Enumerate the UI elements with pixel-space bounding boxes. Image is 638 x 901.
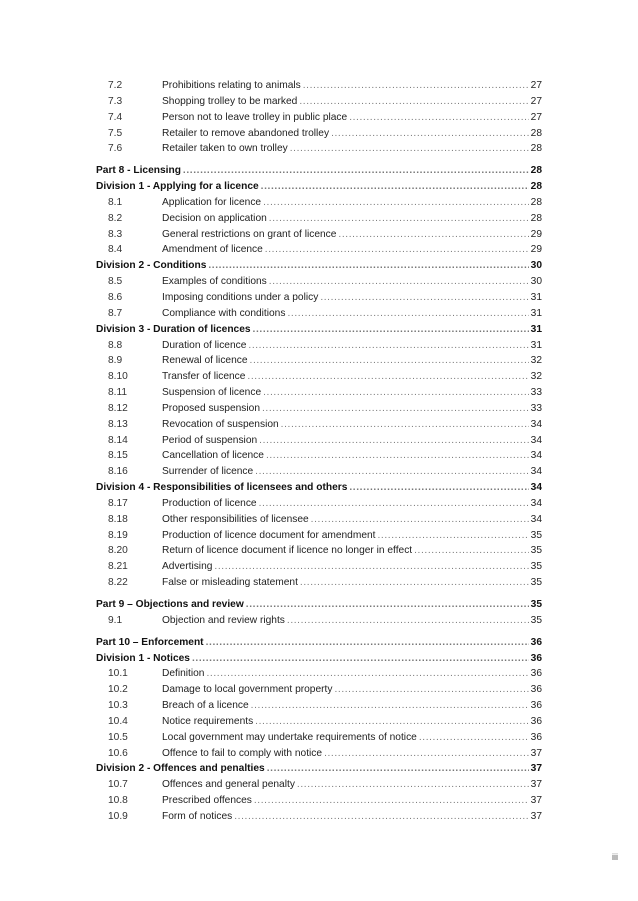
- toc-page-number: 34: [530, 450, 542, 462]
- dot-leader: [324, 746, 529, 762]
- toc-entry-title: Production of licence: [162, 496, 259, 512]
- dot-leader: [269, 274, 529, 290]
- toc-entry-title: Notice requirements: [162, 714, 255, 730]
- table-of-contents: [96, 78, 542, 825]
- toc-page-number: 37: [530, 747, 542, 759]
- toc-entry-title: Damage to local government property: [162, 682, 334, 698]
- toc-heading[interactable]: [96, 635, 542, 651]
- toc-page-number: 29: [530, 244, 542, 256]
- toc-entry-title: Proposed suspension: [162, 401, 262, 417]
- toc-page-number: 37: [530, 795, 542, 807]
- toc-entry[interactable]: [96, 512, 542, 528]
- toc-entry[interactable]: [96, 195, 542, 211]
- dot-leader: [311, 512, 529, 528]
- dot-leader: [255, 464, 528, 480]
- toc-entry-number: 8.20: [108, 545, 128, 557]
- dot-leader: [208, 258, 528, 274]
- toc-entry[interactable]: [96, 730, 542, 746]
- toc-entry-number: 8.16: [108, 466, 128, 478]
- toc-entry-number: 8.21: [108, 561, 128, 573]
- toc-page-number: 36: [530, 636, 542, 648]
- dot-leader: [234, 809, 528, 825]
- dot-leader: [349, 110, 528, 126]
- toc-page-number: 35: [530, 599, 542, 610]
- dot-leader: [300, 575, 529, 591]
- dot-leader: [251, 698, 529, 714]
- toc-entry[interactable]: [96, 613, 542, 629]
- dot-leader: [259, 496, 529, 512]
- toc-entry-title: Production of licence document for amendment: [162, 528, 378, 544]
- toc-entry-title: Other responsibilities of licensee: [162, 512, 311, 528]
- toc-entry[interactable]: [96, 242, 542, 258]
- toc-entry[interactable]: [96, 274, 542, 290]
- toc-entry-number: 8.13: [108, 418, 128, 430]
- toc-entry-number: 10.3: [108, 700, 128, 712]
- toc-entry[interactable]: [96, 385, 542, 401]
- toc-heading[interactable]: [96, 480, 542, 496]
- toc-entry[interactable]: [96, 211, 542, 227]
- toc-entry-title: Offence to fail to comply with notice: [162, 746, 324, 762]
- toc-entry-number: 8.2: [108, 212, 123, 224]
- toc-entry-title: Amendment of licence: [162, 242, 265, 258]
- toc-entry-number: 10.8: [108, 795, 128, 807]
- toc-entry-title: Breach of a licence: [162, 698, 251, 714]
- toc-entry-number: 7.6: [108, 143, 123, 155]
- toc-entry[interactable]: [96, 417, 542, 433]
- toc-entry-title: Revocation of suspension: [162, 417, 281, 433]
- toc-page-number: 36: [530, 731, 542, 743]
- toc-entry[interactable]: [96, 666, 542, 682]
- toc-entry[interactable]: [96, 793, 542, 809]
- toc-entry-title: Person not to leave trolley in public place: [162, 110, 349, 126]
- toc-heading[interactable]: [96, 179, 542, 195]
- toc-entry-title: Local government may undertake requirements of notice: [162, 730, 419, 746]
- toc-page-number: 37: [530, 763, 542, 775]
- toc-entry-number: 7.5: [108, 127, 123, 139]
- dot-leader: [303, 78, 529, 94]
- dot-leader: [414, 543, 529, 559]
- toc-entry[interactable]: [96, 369, 542, 385]
- toc-entry[interactable]: [96, 338, 542, 354]
- toc-page-number: 35: [530, 545, 542, 557]
- dot-leader: [378, 528, 529, 544]
- dot-leader: [255, 714, 528, 730]
- toc-entry-number: 8.12: [108, 402, 128, 414]
- toc-entry[interactable]: [96, 559, 542, 575]
- toc-page-number: 31: [530, 339, 542, 351]
- toc-entry-number: 10.9: [108, 810, 128, 822]
- toc-entry-title: Compliance with conditions: [162, 306, 287, 322]
- toc-entry-number: 7.3: [108, 95, 123, 107]
- toc-page-number: 35: [530, 529, 542, 541]
- toc-entry[interactable]: [96, 714, 542, 730]
- dot-leader: [334, 682, 528, 698]
- toc-entry[interactable]: [96, 94, 542, 110]
- toc-entry-title: Return of licence document if licence no longer in effect: [162, 543, 414, 559]
- toc-page-number: 36: [530, 715, 542, 727]
- toc-page-number: 34: [530, 434, 542, 446]
- toc-entry-number: 7.4: [108, 111, 123, 123]
- toc-page-number: 27: [530, 80, 542, 91]
- toc-entry-title: Part 8 - Licensing: [96, 163, 183, 179]
- toc-page-number: 31: [530, 291, 542, 303]
- page-number: iii: [612, 852, 618, 862]
- toc-entry-number: 10.2: [108, 684, 128, 696]
- dot-leader: [183, 163, 529, 179]
- toc-entry-number: 10.4: [108, 715, 128, 727]
- toc-entry-title: Division 2 - Conditions: [96, 258, 208, 274]
- toc-entry[interactable]: [96, 448, 542, 464]
- toc-entry-number: 8.6: [108, 291, 123, 303]
- toc-entry[interactable]: [96, 809, 542, 825]
- toc-entry-title: Cancellation of licence: [162, 448, 266, 464]
- toc-entry-number: 8.15: [108, 450, 128, 462]
- toc-page-number: 36: [530, 668, 542, 680]
- toc-page-number: 28: [530, 181, 542, 193]
- toc-entry-title: Shopping trolley to be marked: [162, 94, 299, 110]
- toc-entry[interactable]: [96, 575, 542, 591]
- dot-leader: [290, 141, 529, 157]
- dot-leader: [247, 369, 528, 385]
- dot-leader: [299, 94, 528, 110]
- toc-entry-title: Imposing conditions under a policy: [162, 290, 320, 306]
- toc-entry-title: Division 3 - Duration of licences: [96, 322, 253, 338]
- toc-entry-number: 8.19: [108, 529, 128, 541]
- dot-leader: [262, 401, 529, 417]
- dot-leader: [265, 242, 529, 258]
- dot-leader: [259, 433, 529, 449]
- toc-entry-number: 10.5: [108, 731, 128, 743]
- toc-page-number: 31: [530, 307, 542, 319]
- toc-entry-title: Division 1 - Notices: [96, 651, 192, 667]
- toc-entry-title: Retailer taken to own trolley: [162, 141, 290, 157]
- toc-page-number: 35: [530, 614, 542, 626]
- toc-page-number: 28: [530, 143, 542, 155]
- toc-entry-number: 8.14: [108, 434, 128, 446]
- dot-leader: [206, 666, 528, 682]
- toc-entry-title: General restrictions on grant of licence: [162, 227, 338, 243]
- toc-entry-number: 10.1: [108, 668, 128, 680]
- dot-leader: [206, 635, 529, 651]
- toc-entry-title: Surrender of licence: [162, 464, 255, 480]
- toc-entry-number: 7.2: [108, 80, 123, 91]
- toc-entry-number: 8.17: [108, 497, 128, 509]
- toc-entry[interactable]: [96, 496, 542, 512]
- toc-entry-title: Offences and general penalty: [162, 777, 297, 793]
- dot-leader: [266, 448, 529, 464]
- dot-leader: [320, 290, 528, 306]
- toc-entry-title: Advertising: [162, 559, 214, 575]
- toc-page-number: 34: [530, 497, 542, 509]
- dot-leader: [254, 793, 529, 809]
- toc-entry-number: 8.3: [108, 228, 123, 240]
- toc-page-number: 34: [530, 466, 542, 478]
- toc-page-number: 28: [530, 165, 542, 177]
- toc-heading[interactable]: [96, 651, 542, 667]
- toc-page-number: 35: [530, 561, 542, 573]
- toc-page-number: 28: [530, 212, 542, 224]
- toc-entry-number: 9.1: [108, 614, 123, 626]
- toc-entry[interactable]: [96, 543, 542, 559]
- dot-leader: [192, 651, 529, 667]
- toc-page-number: 37: [530, 810, 542, 822]
- dot-leader: [287, 613, 529, 629]
- toc-entry-title: Examples of conditions: [162, 274, 269, 290]
- dot-leader: [263, 385, 529, 401]
- toc-entry-title: Suspension of licence: [162, 385, 263, 401]
- toc-page-number: 34: [530, 513, 542, 525]
- toc-entry[interactable]: [96, 433, 542, 449]
- toc-entry-title: Form of notices: [162, 809, 234, 825]
- toc-entry-title: Renewal of licence: [162, 353, 250, 369]
- toc-entry-title: Definition: [162, 666, 206, 682]
- toc-page-number: 28: [530, 127, 542, 139]
- toc-entry-title: Division 1 - Applying for a licence: [96, 179, 261, 195]
- toc-entry-number: 10.6: [108, 747, 128, 759]
- toc-entry-number: 8.18: [108, 513, 128, 525]
- toc-entry[interactable]: [96, 290, 542, 306]
- toc-entry-title: Duration of licence: [162, 338, 248, 354]
- toc-entry[interactable]: [96, 353, 542, 369]
- toc-page-number: 37: [530, 779, 542, 791]
- toc-heading[interactable]: [96, 761, 542, 777]
- toc-page-number: 30: [530, 260, 542, 272]
- toc-page-number: 34: [530, 482, 542, 494]
- toc-page-number: 32: [530, 355, 542, 367]
- toc-entry[interactable]: [96, 401, 542, 417]
- toc-entry[interactable]: [96, 110, 542, 126]
- toc-entry-title: Prescribed offences: [162, 793, 254, 809]
- toc-entry-title: Application for licence: [162, 195, 263, 211]
- toc-page-number: 29: [530, 228, 542, 240]
- toc-entry[interactable]: [96, 464, 542, 480]
- toc-entry-number: 8.1: [108, 196, 123, 208]
- toc-page-number: 32: [530, 371, 542, 383]
- dot-leader: [250, 353, 529, 369]
- dot-leader: [269, 211, 529, 227]
- dot-leader: [281, 417, 529, 433]
- dot-leader: [287, 306, 528, 322]
- toc-entry[interactable]: [96, 306, 542, 322]
- toc-entry-title: Transfer of licence: [162, 369, 247, 385]
- dot-leader: [267, 761, 529, 777]
- toc-entry-title: Period of suspension: [162, 433, 259, 449]
- toc-entry[interactable]: [96, 746, 542, 762]
- toc-entry[interactable]: [96, 528, 542, 544]
- toc-entry-title: False or misleading statement: [162, 575, 300, 591]
- toc-entry-number: 8.5: [108, 276, 123, 288]
- dot-leader: [419, 730, 529, 746]
- toc-heading[interactable]: [96, 258, 542, 274]
- toc-entry[interactable]: [96, 141, 542, 157]
- toc-entry[interactable]: [96, 126, 542, 142]
- toc-entry-number: 8.4: [108, 244, 123, 256]
- toc-heading[interactable]: [96, 322, 542, 338]
- toc-entry-number: 8.22: [108, 577, 128, 589]
- toc-entry[interactable]: [96, 78, 542, 94]
- toc-heading[interactable]: [96, 163, 542, 179]
- toc-entry-title: Part 9 – Objections and review: [96, 597, 246, 613]
- toc-page-number: 36: [530, 700, 542, 712]
- toc-entry-title: Retailer to remove abandoned trolley: [162, 126, 331, 142]
- toc-page-number: 30: [530, 276, 542, 288]
- toc-entry-title: Prohibitions relating to animals: [162, 78, 303, 94]
- toc-page-number: 35: [530, 577, 542, 589]
- toc-page-number: 36: [530, 652, 542, 664]
- dot-leader: [338, 227, 528, 243]
- toc-entry-number: 10.7: [108, 779, 128, 791]
- toc-entry[interactable]: [96, 682, 542, 698]
- toc-entry-title: Decision on application: [162, 211, 269, 227]
- toc-entry-number: 8.7: [108, 307, 123, 319]
- toc-page-number: 33: [530, 402, 542, 414]
- toc-entry-number: 8.9: [108, 355, 123, 367]
- toc-entry-title: Objection and review rights: [162, 613, 287, 629]
- toc-heading[interactable]: [96, 597, 542, 613]
- dot-leader: [263, 195, 529, 211]
- toc-entry[interactable]: [96, 227, 542, 243]
- toc-page-number: 36: [530, 684, 542, 696]
- toc-entry-number: 8.10: [108, 371, 128, 383]
- dot-leader: [261, 179, 529, 195]
- toc-entry[interactable]: [96, 698, 542, 714]
- dot-leader: [331, 126, 529, 142]
- dot-leader: [297, 777, 529, 793]
- dot-leader: [349, 480, 528, 496]
- toc-page-number: 27: [530, 95, 542, 107]
- toc-page-number: 34: [530, 418, 542, 430]
- dot-leader: [253, 322, 529, 338]
- toc-page-number: 28: [530, 196, 542, 208]
- dot-leader: [214, 559, 528, 575]
- toc-entry-number: 8.11: [108, 387, 128, 399]
- dot-leader: [248, 338, 528, 354]
- toc-entry-title: Division 4 - Responsibilities of licensees and others: [96, 480, 349, 496]
- toc-page-number: 27: [530, 111, 542, 123]
- toc-entry-number: 8.8: [108, 339, 123, 351]
- toc-page-number: 33: [530, 387, 542, 399]
- toc-page-number: 31: [530, 323, 542, 335]
- toc-entry-title: Division 2 - Offences and penalties: [96, 761, 267, 777]
- toc-entry-title: Part 10 – Enforcement: [96, 635, 206, 651]
- dot-leader: [246, 597, 529, 613]
- toc-entry[interactable]: [96, 777, 542, 793]
